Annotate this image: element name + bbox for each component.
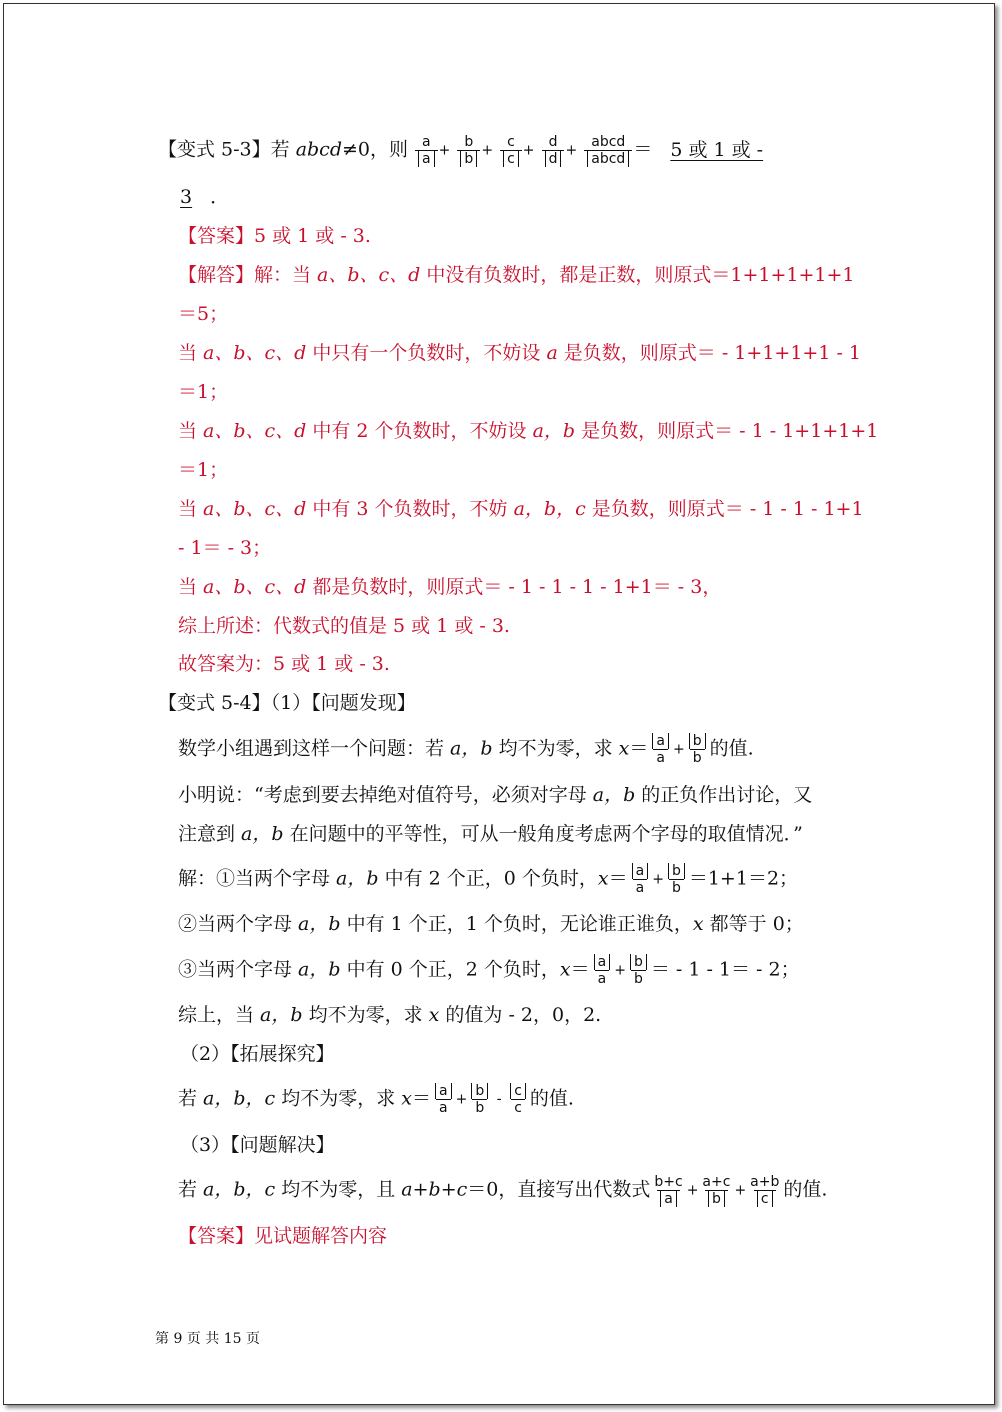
neq-text: ≠0，则 [341, 138, 408, 161]
problem-5-4-question-1: 数学小组遇到这样一个问题：若 a，b 均不为零，求 x＝ $\frac{a}{a}$ + $\frac{b}{b}$ 的值. [178, 733, 754, 766]
solution-line-2: ＝5； [178, 303, 229, 325]
solution-case-1: 解：①当两个字母 a，b 中有 2 个正，0 个负时，x＝ $\frac{a}{a}$ + $\frac{b}{b}$ ＝1+1＝2； [178, 863, 799, 896]
solution-line-7: 当 a、b、c、d 中有 3 个负数时，不妨 a，b，c 是负数，则原式＝ - 1 - 1 - 1+1 [178, 498, 864, 520]
answer-5-3: 【答案】5 或 1 或 - 3. [178, 225, 371, 247]
fraction-abcd: $\frac{\text{abcd}}{\text{abcd}}$ [584, 134, 632, 167]
xiaoming-line-1: 小明说：“考虑到要去掉绝对值符号，必须对字母 a，b 的正负作出讨论，又 [178, 784, 813, 806]
solution-summary: 综上所述：代数式的值是 5 或 1 或 - 3. [178, 615, 510, 637]
page-footer: 第 9 页 共 15 页 [155, 1331, 260, 1347]
solution-line-6: ＝1； [178, 459, 229, 481]
fraction-abs-c-over-c: $\frac{c}{c}$ [507, 1083, 529, 1116]
fraction-ac-over-abs-b: $\frac{a+c}{b}$ [702, 1174, 731, 1207]
problem-5-3-line2: 3 ． [180, 186, 230, 208]
solution-case-3: ③当两个字母 a，b 中有 0 个正，2 个负时，x＝ $\frac{a}{a}$ + $\frac{b}{b}$ ＝ - 1 - 1＝ - 2； [178, 954, 800, 987]
fraction-d: $\frac{d}{d}$ [542, 134, 565, 167]
solution-final-answer: 故答案为：5 或 1 或 - 3. [178, 653, 390, 675]
solution-line-5: 当 a、b、c、d 中有 2 个负数时，不妨设 a，b 是负数，则原式＝ - 1 - 1+1+1+1 [178, 420, 879, 442]
answer-5-4: 【答案】见试题解答内容 [178, 1225, 388, 1247]
solution-conclusion: 综上，当 a，b 均不为零，求 x 的值为 - 2，0，2. [178, 1004, 602, 1026]
solution-line-8: - 1＝ - 3； [178, 537, 272, 559]
fraction-c: $\frac{c}{c}$ [500, 134, 522, 167]
part-2-question: 若 a，b，c 均不为零，求 x＝ $\frac{a}{a}$ + $\frac{b}{b}$ - $\frac{c}{c}$ 的值. [178, 1083, 574, 1116]
var-abcd: abcd [295, 138, 342, 161]
fraction-b: $\frac{b}{b}$ [457, 134, 480, 167]
solution-line-3: 当 a、b、c、d 中只有一个负数时，不妨设 a 是负数，则原式＝ - 1+1+1+1 - 1 [178, 342, 862, 364]
solution-case-2: ②当两个字母 a，b 中有 1 个正，1 个负时，无论谁正谁负，x 都等于 0； [178, 913, 804, 935]
fraction-abs-b-over-b: $\frac{b}{b}$ [686, 733, 709, 766]
equals-sign: ＝ [633, 138, 653, 161]
part-3-question: 若 a，b，c 均不为零，且 a+b+c＝0，直接写出代数式 $\frac{b+c}{a}$ + $\frac{a+c}{b}$ + $\frac{a+b}{c}$ 的值. [178, 1174, 828, 1207]
part-2-heading: （2）【拓展探究】 [180, 1043, 335, 1065]
answer-blank-part2: 3 [180, 186, 193, 208]
part-3-heading: （3）【问题解决】 [180, 1134, 335, 1156]
solution-line-9: 当 a、b、c、d 都是负数时，则原式＝ - 1 - 1 - 1 - 1+1＝ - 3， [178, 576, 722, 598]
fraction-ab-over-abs-c: $\frac{a+b}{c}$ [750, 1174, 780, 1207]
fraction-a: $\frac{a}{a}$ [415, 134, 438, 167]
problem-5-4-heading: 【变式 5-4】（1）【问题发现】 [158, 692, 416, 714]
fraction-bc-over-abs-a: $\frac{b+c}{a}$ [654, 1174, 683, 1207]
fraction-abs-a-over-a: $\frac{a}{a}$ [649, 733, 672, 766]
problem-5-3-label: 【变式 5-3】若 [158, 138, 296, 161]
solution-line-1: 【解答】解：当 a、b、c、d 中没有负数时，都是正数，则原式＝1+1+1+1+1 [178, 264, 855, 286]
problem-5-3-line1: 【变式 5-3】若 abcd≠0，则 $\frac{a}{a}$ + $\frac{b}{b}$ + $\frac{c}{c}$ + $\frac{d}{d}$ + $\frac{\text{abcd}}{\text{abcd}}$ ＝ 5 或 1 或 - [158, 134, 764, 167]
solution-line-4: ＝1； [178, 381, 229, 403]
answer-blank-part1: 5 或 1 或 - [670, 138, 764, 161]
xiaoming-line-2: 注意到 a，b 在问题中的平等性，可从一般角度考虑两个字母的取值情况．” [178, 823, 803, 845]
